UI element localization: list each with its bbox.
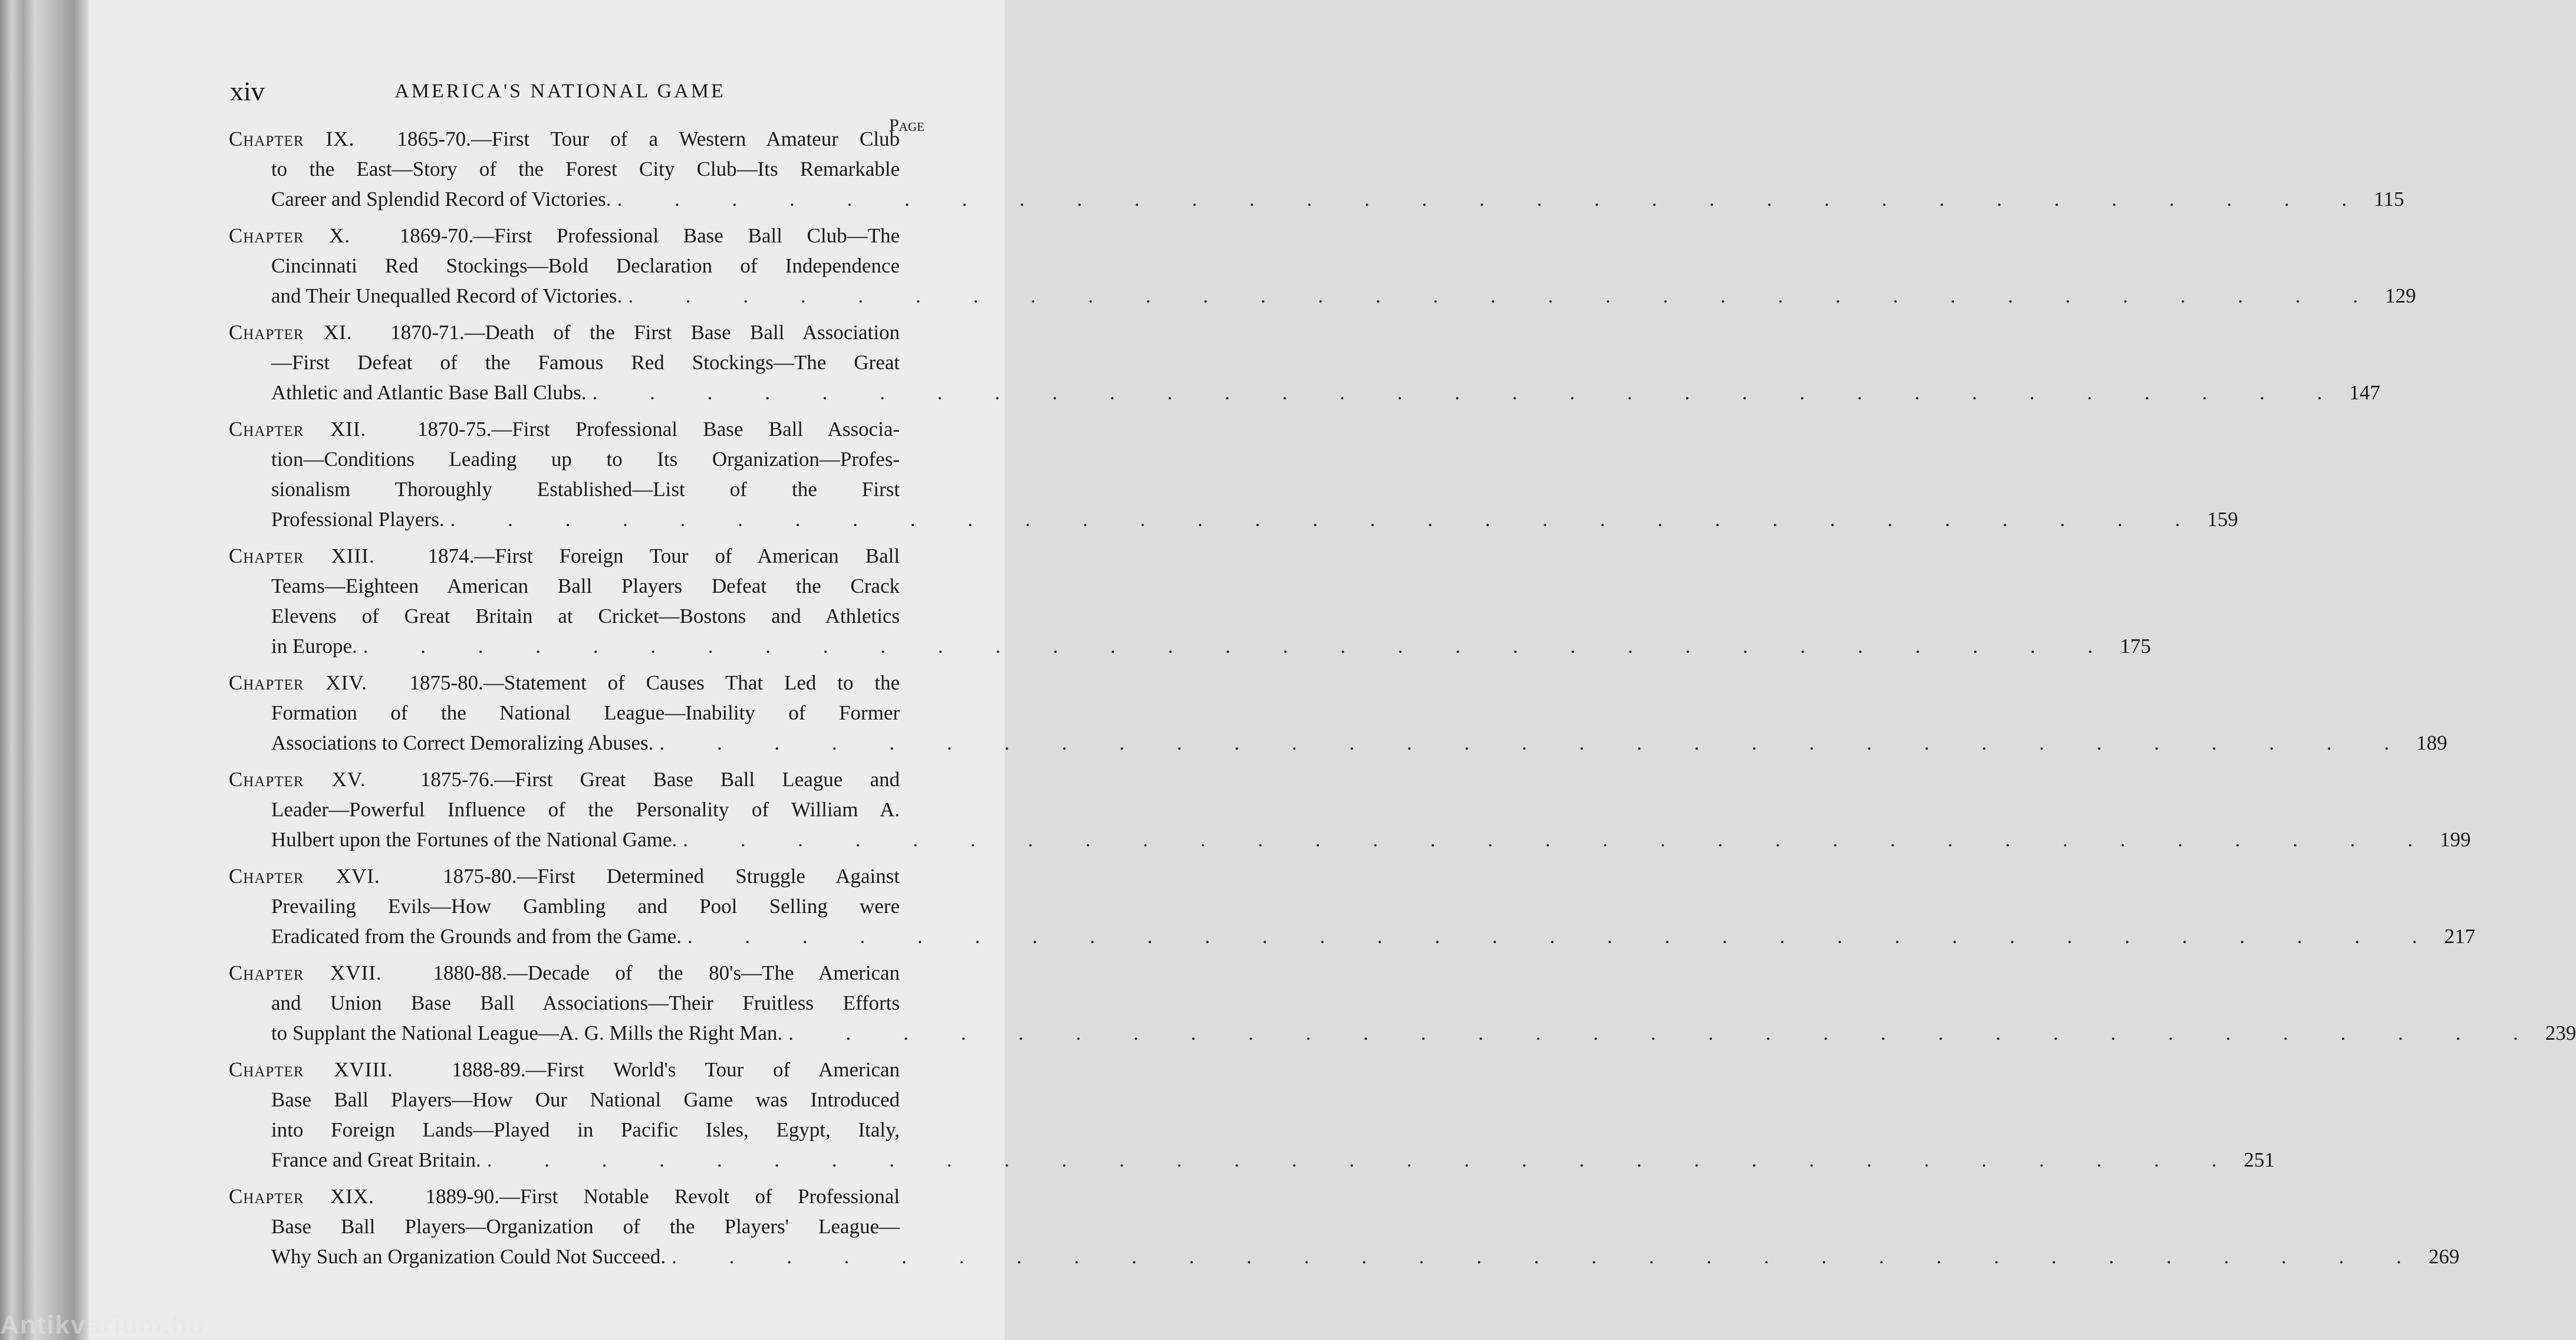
chapter-label: Chapter XII. [229,418,367,441]
chapter-description-line: Associations to Correct Demoralizing Abuses. [271,731,654,754]
chapter-last-line [229,504,2238,534]
toc-entry-first-line [229,124,900,154]
chapter-last-line [229,1018,2576,1048]
page-number: 115 [2374,188,2404,211]
chapter-heading-text: 1870-71.—Death of the First Base Ball Association [390,321,900,344]
toc-entry-first-line [229,764,900,794]
dot-leader: . . . . . . . . . . . . . . . . . . . . . . . . . . . . . . . [592,381,2346,404]
chapter-heading-text: 1875-80.—First Determined Struggle Against [443,865,900,888]
chapter-description-line: France and Great Britain. [271,1148,481,1171]
page-number: 251 [2243,1148,2275,1171]
chapter-description-line: Athletic and Atlantic Base Ball Clubs. [271,381,587,404]
chapter-description-line: Base Ball Players—Organization of the Players' League— [271,1215,900,1238]
chapter-description-line: Eradicated from the Grounds and from the Game. [271,925,682,948]
toc-entry-first-line [229,958,900,988]
chapter-label: Chapter IX. [229,127,355,150]
chapter-description-line: and Their Unequalled Record of Victories. [271,284,623,307]
chapter-label: Chapter XVIII. [229,1058,393,1081]
page-folio: xiv [230,76,265,106]
page-number: 189 [2416,731,2447,754]
book-spine-edge [0,0,88,1340]
page-header [230,75,920,111]
toc-entry-first-line [229,414,900,444]
chapter-description-line: Hulbert upon the Fortunes of the National Game. [271,828,677,851]
page-column-label: Page [889,116,925,135]
toc-entry [229,1181,2460,1272]
toc-entry-first-line [229,541,900,571]
chapter-heading-text: 1869-70.—First Professional Base Ball Club—The [399,224,900,247]
chapter-label: Chapter XIV. [229,671,367,694]
chapter-heading-text: 1874.—First Foreign Tour of American Ball [427,544,900,567]
chapter-description-line: tion—Conditions Leading up to Its Organization—Profes- [271,448,900,471]
watermark-text: Antikvarium.hu [0,1311,206,1339]
page-number: 175 [2120,635,2151,658]
chapter-last-line [229,1145,2275,1175]
chapter-last-line [229,825,2471,855]
chapter-label: Chapter X. [229,224,351,247]
chapter-description-line: Formation of the National League—Inability of Former [271,701,900,724]
toc-entry-first-line [229,317,900,347]
toc-entry-first-line [229,1181,900,1211]
chapter-label: Chapter XVII. [229,961,382,984]
chapter-heading-text: 1880-88.—Decade of the 80's—The American [433,961,900,984]
chapter-last-line [229,1242,2460,1272]
chapter-description-line: —First Defeat of the Famous Red Stockings—The Great [271,351,900,374]
toc-entry [229,958,2576,1048]
dot-leader: . . . . . . . . . . . . . . . . . . . . . . . . . . . . . . . [659,731,2413,754]
chapter-description-line: Why Such an Organization Could Not Succeed. [271,1245,666,1268]
dot-leader: . . . . . . . . . . . . . . . . . . . . . . . . . . . . . . . [486,1148,2241,1171]
chapter-last-line [229,921,2476,951]
dot-leader: . . . . . . . . . . . . . . . . . . . . . . . . . . . . . . . [672,1245,2425,1268]
chapter-description-line: and Union Base Ball Associations—Their Fruitless Efforts [271,991,900,1014]
chapter-description-line: into Foreign Lands—Played in Pacific Isles, Egypt, Italy, [271,1118,900,1141]
dot-leader: . . . . . . . . . . . . . . . . . . . . . . . . . . . . . . . [683,828,2436,851]
dot-leader: . . . . . . . . . . . . . . . . . . . . . . . . . . . . . . . [363,635,2117,658]
toc-entry [229,764,2471,855]
toc-entry [229,1055,2275,1175]
dot-leader: . . . . . . . . . . . . . . . . . . . . . . . . . . . . . . . [788,1022,2542,1045]
dot-leader: . . . . . . . . . . . . . . . . . . . . . . . . . . . . . . . [628,284,2382,307]
toc-entry [229,414,2238,534]
chapter-description-line: sionalism Thoroughly Established—List of the First [271,478,900,501]
chapter-label: Chapter XIX. [229,1185,374,1208]
toc-entry-first-line [229,668,900,698]
toc-entry [229,317,2380,408]
chapter-label: Chapter XV. [229,768,366,791]
dot-leader: . . . . . . . . . . . . . . . . . . . . . . . . . . . . . . . [450,508,2204,531]
toc-entry [229,221,2416,311]
chapter-description-line: Cincinnati Red Stockings—Bold Declaration of Independence [271,254,900,277]
chapter-description-line: Base Ball Players—How Our National Game was Introduced [271,1088,900,1111]
page-number: 147 [2349,381,2380,404]
chapter-label: Chapter XIII. [229,544,375,567]
chapter-description-line: Teams—Eighteen American Ball Players Defeat the Crack [271,574,900,597]
chapter-description-line: Career and Splendid Record of Victories. [271,188,611,211]
toc-entry [229,861,2476,951]
chapter-last-line [229,728,2447,758]
chapter-description-line: in Europe. [271,635,357,658]
chapter-label: Chapter XI. [229,321,353,344]
toc-entry [229,124,2404,214]
table-of-contents [229,124,2576,1278]
page-number: 269 [2428,1245,2460,1268]
chapter-description-line: Leader—Powerful Influence of the Personality of William A. [271,798,900,821]
page-number: 217 [2444,925,2476,948]
chapter-description-line: to the East—Story of the Forest City Club—Its Remarkable [271,157,900,180]
chapter-label: Chapter XVI. [229,865,380,888]
chapter-heading-text: 1888-89.—First World's Tour of American [452,1058,900,1081]
toc-entry [229,668,2447,758]
chapter-last-line [229,377,2380,408]
page-number: 159 [2207,508,2238,531]
toc-entry-first-line [229,1055,900,1085]
chapter-heading-text: 1870-75.—First Professional Base Ball Associa- [417,418,900,441]
page-number: 199 [2439,828,2471,851]
running-title: AMERICA'S NATIONAL GAME [394,80,726,102]
chapter-last-line [229,184,2404,214]
dot-leader: . . . . . . . . . . . . . . . . . . . . . . . . . . . . . . . [687,925,2441,948]
toc-entry-first-line [229,221,900,251]
page-number: 129 [2385,284,2416,307]
chapter-description-line: Elevens of Great Britain at Cricket—Bostons and Athletics [271,605,900,628]
dot-leader: . . . . . . . . . . . . . . . . . . . . . . . . . . . . . . . [617,188,2371,211]
chapter-heading-text: 1875-80.—Statement of Causes That Led to the [409,671,900,694]
page-number: 239 [2545,1022,2576,1045]
chapter-description-line: to Supplant the National League—A. G. Mills the Right Man. [271,1022,783,1045]
chapter-last-line [229,631,2151,661]
chapter-heading-text: 1875-76.—First Great Base Ball League and [420,768,900,791]
chapter-description-line: Prevailing Evils—How Gambling and Pool Selling were [271,895,900,918]
chapter-description-line: Professional Players. [271,508,445,531]
toc-entry-first-line [229,861,900,891]
chapter-heading-text: 1865-70.—First Tour of a Western Amateur Club [397,127,900,150]
toc-entry [229,541,2151,661]
chapter-last-line [229,281,2416,311]
chapter-heading-text: 1889-90.—First Notable Revolt of Professional [425,1185,900,1208]
